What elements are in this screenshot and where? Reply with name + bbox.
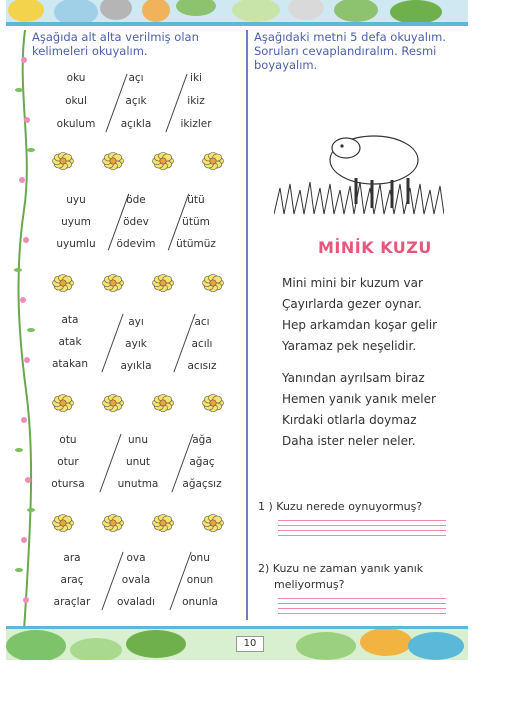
poem-line: Mini mini bir kuzum var	[282, 276, 423, 290]
word: ara	[63, 552, 81, 564]
poem-line: Yaramaz pek neşelidir.	[282, 339, 417, 353]
word: ödevim	[116, 238, 156, 250]
word: uyum	[61, 216, 91, 228]
word: ata	[61, 314, 79, 326]
flower-icon	[100, 512, 126, 534]
word: oku	[66, 72, 86, 84]
poem-line: Hep arkamdan koşar gelir	[282, 318, 438, 332]
word: iki	[190, 72, 202, 84]
word: acılı	[191, 338, 213, 350]
flower-icon	[200, 150, 226, 172]
word: ayık	[125, 338, 147, 350]
flower-icon	[100, 272, 126, 294]
flower-icon	[150, 512, 176, 534]
lamb-illustration	[274, 118, 444, 218]
word: ayı	[128, 316, 144, 328]
word: okulum	[56, 118, 96, 130]
flower-icon	[200, 512, 226, 534]
answer-field-2[interactable]	[278, 598, 446, 618]
flower-icon	[150, 150, 176, 172]
word: onunla	[182, 596, 218, 608]
word: ayıkla	[120, 360, 152, 372]
right-instruction: Aşağıdaki metni 5 defa okuyalım. Soruları cevaplandıralım. Resmi boyayalım.	[254, 30, 447, 72]
poem-line: Çayırlarda gezer oynar.	[282, 297, 422, 311]
poem-line: Daha ister neler neler.	[282, 434, 416, 448]
word: acısız	[187, 360, 217, 372]
word: açı	[128, 72, 144, 84]
word: unut	[125, 456, 151, 468]
question-2-line1: 2) Kuzu ne zaman yanık yanık	[258, 562, 424, 575]
top-banner-illustration	[6, 0, 468, 26]
flower-icon	[150, 272, 176, 294]
word: öde	[126, 194, 146, 206]
word: otur	[57, 456, 79, 468]
word: otursa	[51, 478, 85, 490]
flower-icon	[150, 392, 176, 414]
left-instruction: Aşağıda alt alta verilmiş olan kelimeleri okuyalım.	[32, 30, 199, 58]
flower-icon	[100, 392, 126, 414]
flower-icon	[50, 512, 76, 534]
flower-icon	[50, 392, 76, 414]
word: açıkla	[120, 118, 152, 130]
word: ağaçsız	[182, 478, 222, 490]
word: atak	[58, 336, 82, 348]
word: ova	[126, 552, 146, 564]
flower-icon	[50, 272, 76, 294]
poem-line: Yanından ayrılsam biraz	[282, 371, 425, 385]
worksheet-page	[6, 0, 468, 662]
word: ağa	[192, 434, 212, 446]
word: ütümüz	[176, 238, 216, 250]
poem-line: Hemen yanık yanık meler	[282, 392, 436, 406]
word: otu	[59, 434, 77, 446]
word: ütü	[187, 194, 205, 206]
question-1: 1 ) Kuzu nerede oynuyormuş?	[258, 500, 423, 513]
question-2-line2: meliyormuş?	[274, 578, 345, 591]
word: açık	[125, 95, 147, 107]
column-divider	[246, 30, 248, 620]
poem-title: MİNİK KUZU	[318, 238, 432, 257]
word: ağaç	[189, 456, 215, 468]
word: uyumlu	[56, 238, 96, 250]
word: unu	[128, 434, 148, 446]
flower-icon	[200, 272, 226, 294]
flower-vine-decoration	[12, 30, 38, 630]
flower-icon	[200, 392, 226, 414]
word: ovala	[121, 574, 151, 586]
word: ikizler	[180, 118, 212, 130]
poem-line: Kırdaki otlarla doymaz	[282, 413, 417, 427]
word: onu	[190, 552, 210, 564]
flower-icon	[50, 150, 76, 172]
word: ikiz	[187, 95, 205, 107]
word: ovaladı	[116, 596, 155, 608]
page-number: 10	[236, 636, 264, 652]
word: araç	[60, 574, 84, 586]
word: araçlar	[53, 596, 91, 608]
word: ütüm	[182, 216, 210, 228]
word: onun	[186, 574, 214, 586]
word: acı	[194, 316, 210, 328]
answer-field-1[interactable]	[278, 520, 446, 540]
word: ödev	[123, 216, 149, 228]
flower-icon	[100, 150, 126, 172]
word: okul	[65, 95, 87, 107]
word: unutma	[117, 478, 159, 490]
word: atakan	[52, 358, 88, 370]
word: uyu	[66, 194, 86, 206]
